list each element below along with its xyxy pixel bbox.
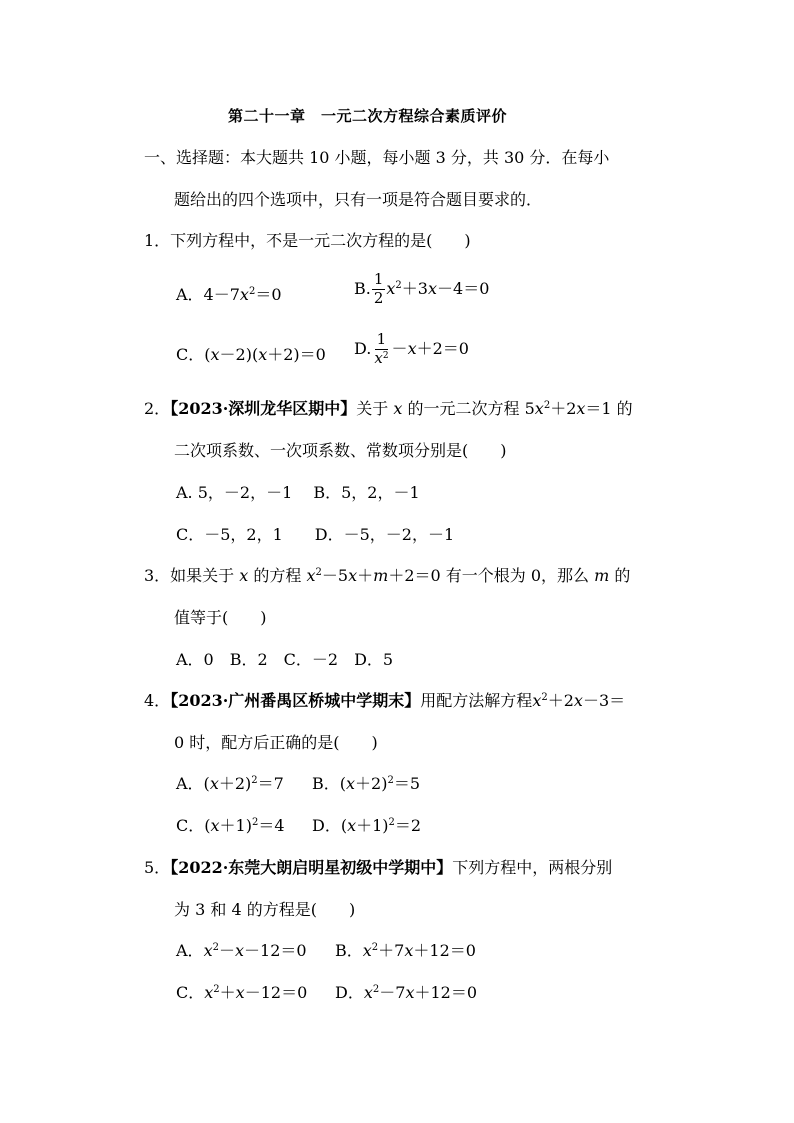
q4-option-b[interactable]: B．$(x+2)^2=5$ [312,774,421,793]
fraction: $\frac{1}{x^2}$ [374,330,389,367]
q5-option-b[interactable]: B．$x^2+7x+12=0$ [335,941,476,960]
q1-option-a[interactable]: A．$4-7x^2=0$ [176,285,282,304]
q2-stem: 2．【2023·深圳龙华区期中】关于 x 的一元二次方程 $5x^2+2x=1$ 的 [144,399,633,418]
q1-stem: 1．下列方程中，不是一元二次方程的是( ) [144,231,471,250]
q2-stem-line2: 二次项系数、一次项系数、常数项分别是( ) [174,441,507,460]
q1-option-b[interactable]: B. $\frac{1}{2}$ $x^2+3x-4=0$ [354,270,490,307]
q5-option-d[interactable]: D．$x^2-7x+12=0$ [335,983,478,1002]
q5-option-c[interactable]: C．$x^2+x-12=0$ [176,983,308,1002]
q4-stem: 4．【2023·广州番禺区桥城中学期末】用配方法解方程$x^2+2x-3=$ [144,691,626,710]
section-heading-line2: 题给出的四个选项中，只有一项是符合题目要求的． [174,190,543,209]
q4-option-d[interactable]: D．$(x+1)^2=2$ [312,816,422,835]
q3-stem: 3．如果关于 x 的方程 $x^2-5x+m+2=0$ 有一个根为 0，那么 m 的 [144,566,631,585]
q5-source: 【2022·东莞大朗启明星初级中学期中】 [170,858,453,877]
q2-source: 【2023·深圳龙华区期中】 [170,399,357,418]
section-heading-line1: 一、选择题：本大题共 10 小题，每小题 3 分，共 30 分．在每小 [144,148,610,167]
q5-option-a[interactable]: A．$x^2-x-12=0$ [176,941,307,960]
q5-stem: 5．【2022·东莞大朗启明星初级中学期中】下列方程中，两根分别 [144,858,613,877]
q4-source: 【2023·广州番禺区桥城中学期末】 [170,691,421,710]
q1-option-d[interactable]: D. $\frac{1}{x^2}$ －x＋2＝0 [354,330,469,367]
q3-options[interactable]: A．0 B．2 C．－2 D．5 [176,650,394,669]
q2-options-cd[interactable]: C．－5，2，1 D．－5，－2，－1 [176,525,455,544]
fraction: $\frac{1}{2}$ [373,270,384,307]
q4-option-a[interactable]: A．$(x+2)^2=7$ [176,774,284,793]
q4-stem-line2: 0 时，配方后正确的是( ) [174,733,378,752]
q5-stem-line2: 为 3 和 4 的方程是( ) [174,900,356,919]
q1-option-c[interactable]: C．(x－2)(x＋2)＝0 [176,345,326,364]
q3-stem-line2: 值等于( ) [174,608,267,627]
q2-options-ab[interactable]: A. 5，－2，－1 B．5，2，－1 [176,483,420,502]
page-title: 第二十一章 一元二次方程综合素质评价 [228,107,508,125]
q4-option-c[interactable]: C．$(x+1)^2=4$ [176,816,285,835]
